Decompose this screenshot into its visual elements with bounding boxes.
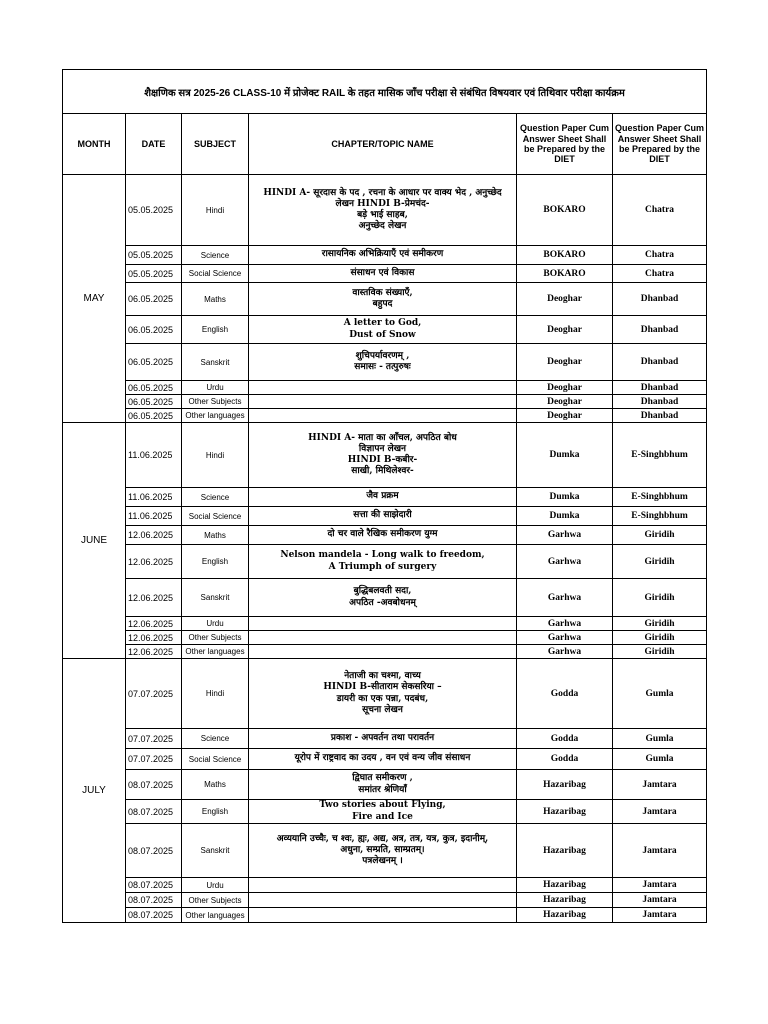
date-cell: 08.07.2025 [126, 800, 182, 824]
diet-cell-a: Deoghar [517, 344, 613, 381]
diet-cell-a: Godda [517, 749, 613, 770]
subject-cell: English [182, 800, 249, 824]
diet-cell-b: Dhanbad [613, 344, 707, 381]
subject-cell: Science [182, 729, 249, 749]
date-cell: 07.07.2025 [126, 729, 182, 749]
table-row [63, 381, 707, 395]
topic-line: अधुना, सम्प्रति, साम्प्रतम्। [340, 844, 425, 855]
date-cell: 05.05.2025 [126, 246, 182, 265]
date-cell: 06.05.2025 [126, 409, 182, 423]
topic-line: द्विघात समीकरण , [352, 773, 413, 784]
diet-cell-b: Giridih [613, 545, 707, 579]
header-topic: CHAPTER/TOPIC NAME [249, 114, 517, 175]
table-row [63, 770, 707, 800]
topic-cell [249, 381, 517, 395]
diet-cell-a: Deoghar [517, 395, 613, 409]
subject-cell: Urdu [182, 617, 249, 631]
diet-cell-a: Dumka [517, 507, 613, 526]
diet-cell-a: Hazaribag [517, 893, 613, 908]
diet-cell-a: Godda [517, 729, 613, 749]
table-row [63, 729, 707, 749]
topic-line: A letter to God, [343, 318, 422, 329]
diet-cell-a: Deoghar [517, 316, 613, 344]
diet-cell-a: Garhwa [517, 645, 613, 659]
subject-cell: Other Subjects [182, 893, 249, 908]
topic-line: अव्ययानि उच्चैः, च श्वः, ह्यः, अद्य, अत्र, तत्र, यत्र, कुत्र, इदानीम्, [276, 833, 489, 844]
date-cell: 08.07.2025 [126, 878, 182, 893]
subject-cell: Social Science [182, 265, 249, 283]
diet-cell-b: Giridih [613, 579, 707, 617]
topic-line: जैव प्रक्रम [366, 491, 399, 502]
header-subject: SUBJECT [182, 114, 249, 175]
topic-line: HINDI A- सूरदास के पद , रचना के आधार पर वाक्य भेद , अनुच्छेद [263, 187, 502, 198]
subject-cell: Maths [182, 526, 249, 545]
table-row [63, 395, 707, 409]
diet-cell-a: Deoghar [517, 409, 613, 423]
date-cell: 11.06.2025 [126, 507, 182, 526]
topic-cell [249, 824, 517, 878]
topic-line: HINDI B-सीताराम सेकसरिया – [323, 682, 442, 693]
header-row [63, 114, 707, 175]
table-row [63, 631, 707, 645]
subject-cell: English [182, 316, 249, 344]
diet-cell-b: Jamtara [613, 824, 707, 878]
topic-cell [249, 423, 517, 488]
subject-cell: Urdu [182, 381, 249, 395]
diet-cell-a: Hazaribag [517, 878, 613, 893]
date-cell: 06.05.2025 [126, 316, 182, 344]
topic-line: लेखन HINDI B-प्रेमचंद- [335, 198, 430, 209]
topic-cell [249, 729, 517, 749]
topic-cell [249, 507, 517, 526]
table-row [63, 316, 707, 344]
subject-cell: Other languages [182, 908, 249, 923]
date-cell: 07.07.2025 [126, 749, 182, 770]
topic-line: सूचना लेखन [362, 704, 403, 715]
subject-cell: Social Science [182, 749, 249, 770]
topic-line: समासः - तत्पुरुषः [354, 362, 411, 372]
date-cell: 12.06.2025 [126, 526, 182, 545]
topic-cell [249, 488, 517, 507]
topic-line: अनुच्छेद लेखन [358, 221, 407, 232]
diet-cell-a: BOKARO [517, 265, 613, 283]
diet-cell-b: E-Singhbhum [613, 423, 707, 488]
topic-cell [249, 749, 517, 770]
diet-cell-b: Chatra [613, 265, 707, 283]
schedule-title: शैक्षणिक सत्र 2025-26 CLASS-10 में प्रोजेक्ट RAIL के तहत मासिक जाँच परीक्षा से संबंधित विषयवार एवं तिथिवार परीक्षा कार्यक्रम [63, 70, 707, 114]
table-row [63, 175, 707, 246]
topic-line: समांतर श्रेणियाँ [358, 784, 407, 795]
date-cell: 12.06.2025 [126, 617, 182, 631]
header-diet-a: Question Paper Cum Answer Sheet Shall be Prepared by the DIET [517, 114, 613, 175]
topic-cell [249, 908, 517, 923]
topic-cell [249, 800, 517, 824]
topic-line: रासायनिक अभिक्रियाएँ एवं समीकरण [321, 249, 444, 260]
diet-cell-b: Giridih [613, 526, 707, 545]
topic-cell [249, 344, 517, 381]
subject-cell: Other languages [182, 409, 249, 423]
topic-line: Fire and Ice [352, 811, 413, 822]
table-row [63, 423, 707, 488]
diet-cell-a: Godda [517, 659, 613, 729]
diet-cell-b: Jamtara [613, 770, 707, 800]
subject-cell: Other Subjects [182, 395, 249, 409]
diet-cell-b: Giridih [613, 617, 707, 631]
topic-cell [249, 878, 517, 893]
date-cell: 11.06.2025 [126, 488, 182, 507]
topic-cell [249, 659, 517, 729]
diet-cell-a: Garhwa [517, 579, 613, 617]
diet-cell-b: Dhanbad [613, 395, 707, 409]
topic-line: पत्रलेखनम् । [362, 856, 403, 867]
topic-line: वास्तविक संख्याएँ, [352, 287, 413, 298]
topic-cell [249, 409, 517, 423]
diet-cell-a: BOKARO [517, 246, 613, 265]
subject-cell: Science [182, 246, 249, 265]
diet-cell-b: Dhanbad [613, 316, 707, 344]
header-date: DATE [126, 114, 182, 175]
diet-cell-b: Jamtara [613, 908, 707, 923]
date-cell: 06.05.2025 [126, 395, 182, 409]
subject-cell: Hindi [182, 175, 249, 246]
diet-cell-a: Dumka [517, 488, 613, 507]
topic-line: A Triumph of surgery [328, 561, 437, 572]
table-row [63, 800, 707, 824]
diet-cell-a: Garhwa [517, 526, 613, 545]
topic-cell [249, 316, 517, 344]
diet-cell-b: Dhanbad [613, 409, 707, 423]
table-row [63, 246, 707, 265]
topic-line: नेताजी का चश्मा, वाच्य [344, 671, 421, 681]
subject-cell: Sanskrit [182, 579, 249, 617]
schedule-body [63, 175, 707, 923]
table-row [63, 878, 707, 893]
diet-cell-b: E-Singhbhum [613, 507, 707, 526]
diet-cell-a: Dumka [517, 423, 613, 488]
topic-cell [249, 893, 517, 908]
date-cell: 06.05.2025 [126, 344, 182, 381]
topic-line: बड़े भाई साहब, [357, 210, 408, 220]
subject-cell: Maths [182, 770, 249, 800]
diet-cell-b: Chatra [613, 246, 707, 265]
diet-cell-b: Gumla [613, 659, 707, 729]
subject-cell: Other languages [182, 645, 249, 659]
topic-cell [249, 617, 517, 631]
topic-line: दो चर वाले रैखिक समीकरण युग्म [327, 529, 438, 540]
table-row [63, 645, 707, 659]
diet-cell-a: Garhwa [517, 617, 613, 631]
table-row [63, 749, 707, 770]
table-row [63, 545, 707, 579]
diet-cell-b: E-Singhbhum [613, 488, 707, 507]
date-cell: 06.05.2025 [126, 381, 182, 395]
topic-line: Dust of Snow [349, 329, 416, 340]
topic-line: विज्ञापन लेखन [358, 443, 407, 454]
month-cell: MAY [63, 175, 126, 423]
date-cell: 05.05.2025 [126, 265, 182, 283]
table-row [63, 488, 707, 507]
table-row [63, 659, 707, 729]
topic-line: अपठित -अवबोधनम् [349, 597, 416, 608]
table-row [63, 409, 707, 423]
date-cell: 12.06.2025 [126, 631, 182, 645]
diet-cell-a: Deoghar [517, 283, 613, 316]
topic-line: HINDI A- माता का आँचल, अपठित बोध [308, 432, 457, 443]
diet-cell-a: Garhwa [517, 631, 613, 645]
diet-cell-b: Chatra [613, 175, 707, 246]
diet-cell-a: BOKARO [517, 175, 613, 246]
table-row [63, 908, 707, 923]
date-cell: 11.06.2025 [126, 423, 182, 488]
topic-line: यूरोप में राष्ट्रवाद का उदय , वन एवं वन्य जीव संसाधन [294, 753, 471, 764]
table-row [63, 526, 707, 545]
diet-cell-b: Dhanbad [613, 283, 707, 316]
topic-cell [249, 631, 517, 645]
diet-cell-b: Giridih [613, 631, 707, 645]
exam-schedule-table [62, 69, 707, 923]
subject-cell: Social Science [182, 507, 249, 526]
topic-cell [249, 246, 517, 265]
topic-cell [249, 645, 517, 659]
diet-cell-b: Giridih [613, 645, 707, 659]
table-row [63, 824, 707, 878]
topic-line: Nelson mandela - Long walk to freedom, [280, 550, 485, 561]
table-row [63, 507, 707, 526]
table-row [63, 283, 707, 316]
diet-cell-a: Hazaribag [517, 770, 613, 800]
subject-cell: English [182, 545, 249, 579]
diet-cell-a: Hazaribag [517, 824, 613, 878]
diet-cell-b: Gumla [613, 729, 707, 749]
month-cell: JUNE [63, 423, 126, 659]
topic-line: सत्ता की साझेदारी [353, 510, 412, 521]
subject-cell: Sanskrit [182, 344, 249, 381]
month-cell: JULY [63, 659, 126, 923]
topic-line: संसाधन एवं विकास [350, 267, 415, 278]
diet-cell-b: Jamtara [613, 893, 707, 908]
topic-line: बुद्धिबलवती सदा, [353, 586, 412, 597]
date-cell: 12.06.2025 [126, 579, 182, 617]
topic-cell [249, 395, 517, 409]
diet-cell-a: Garhwa [517, 545, 613, 579]
table-row [63, 617, 707, 631]
topic-line: HINDI B-कबीर- [347, 455, 418, 465]
table-row [63, 893, 707, 908]
diet-cell-a: Hazaribag [517, 800, 613, 824]
subject-cell: Hindi [182, 423, 249, 488]
subject-cell: Other Subjects [182, 631, 249, 645]
header-month: MONTH [63, 114, 126, 175]
date-cell: 08.07.2025 [126, 893, 182, 908]
diet-cell-b: Jamtara [613, 878, 707, 893]
topic-line: बहुपद [372, 299, 393, 309]
topic-cell [249, 175, 517, 246]
table-row [63, 265, 707, 283]
date-cell: 07.07.2025 [126, 659, 182, 729]
header-diet-b: Question Paper Cum Answer Sheet Shall be Prepared by the DIET [613, 114, 707, 175]
date-cell: 12.06.2025 [126, 545, 182, 579]
table-row [63, 579, 707, 617]
date-cell: 05.05.2025 [126, 175, 182, 246]
topic-cell [249, 770, 517, 800]
date-cell: 06.05.2025 [126, 283, 182, 316]
diet-cell-b: Jamtara [613, 800, 707, 824]
subject-cell: Science [182, 488, 249, 507]
topic-line: प्रकाश - अपवर्तन तथा परावर्तन [330, 732, 435, 743]
topic-line: डायरी का एक पन्ना, पदबंध, [336, 693, 429, 704]
diet-cell-a: Hazaribag [517, 908, 613, 923]
topic-cell [249, 545, 517, 579]
subject-cell: Maths [182, 283, 249, 316]
topic-line: साखी, मिथिलेश्वर- [351, 466, 414, 477]
table-row [63, 344, 707, 381]
diet-cell-a: Deoghar [517, 381, 613, 395]
diet-cell-b: Gumla [613, 749, 707, 770]
date-cell: 12.06.2025 [126, 645, 182, 659]
subject-cell: Urdu [182, 878, 249, 893]
subject-cell: Hindi [182, 659, 249, 729]
topic-cell [249, 579, 517, 617]
date-cell: 08.07.2025 [126, 824, 182, 878]
topic-cell [249, 265, 517, 283]
topic-cell [249, 526, 517, 545]
diet-cell-b: Dhanbad [613, 381, 707, 395]
subject-cell: Sanskrit [182, 824, 249, 878]
topic-line: Two stories about Flying, [319, 800, 446, 811]
date-cell: 08.07.2025 [126, 908, 182, 923]
topic-cell [249, 283, 517, 316]
date-cell: 08.07.2025 [126, 770, 182, 800]
topic-line: शुचिपर्यावरणम् , [355, 350, 410, 361]
